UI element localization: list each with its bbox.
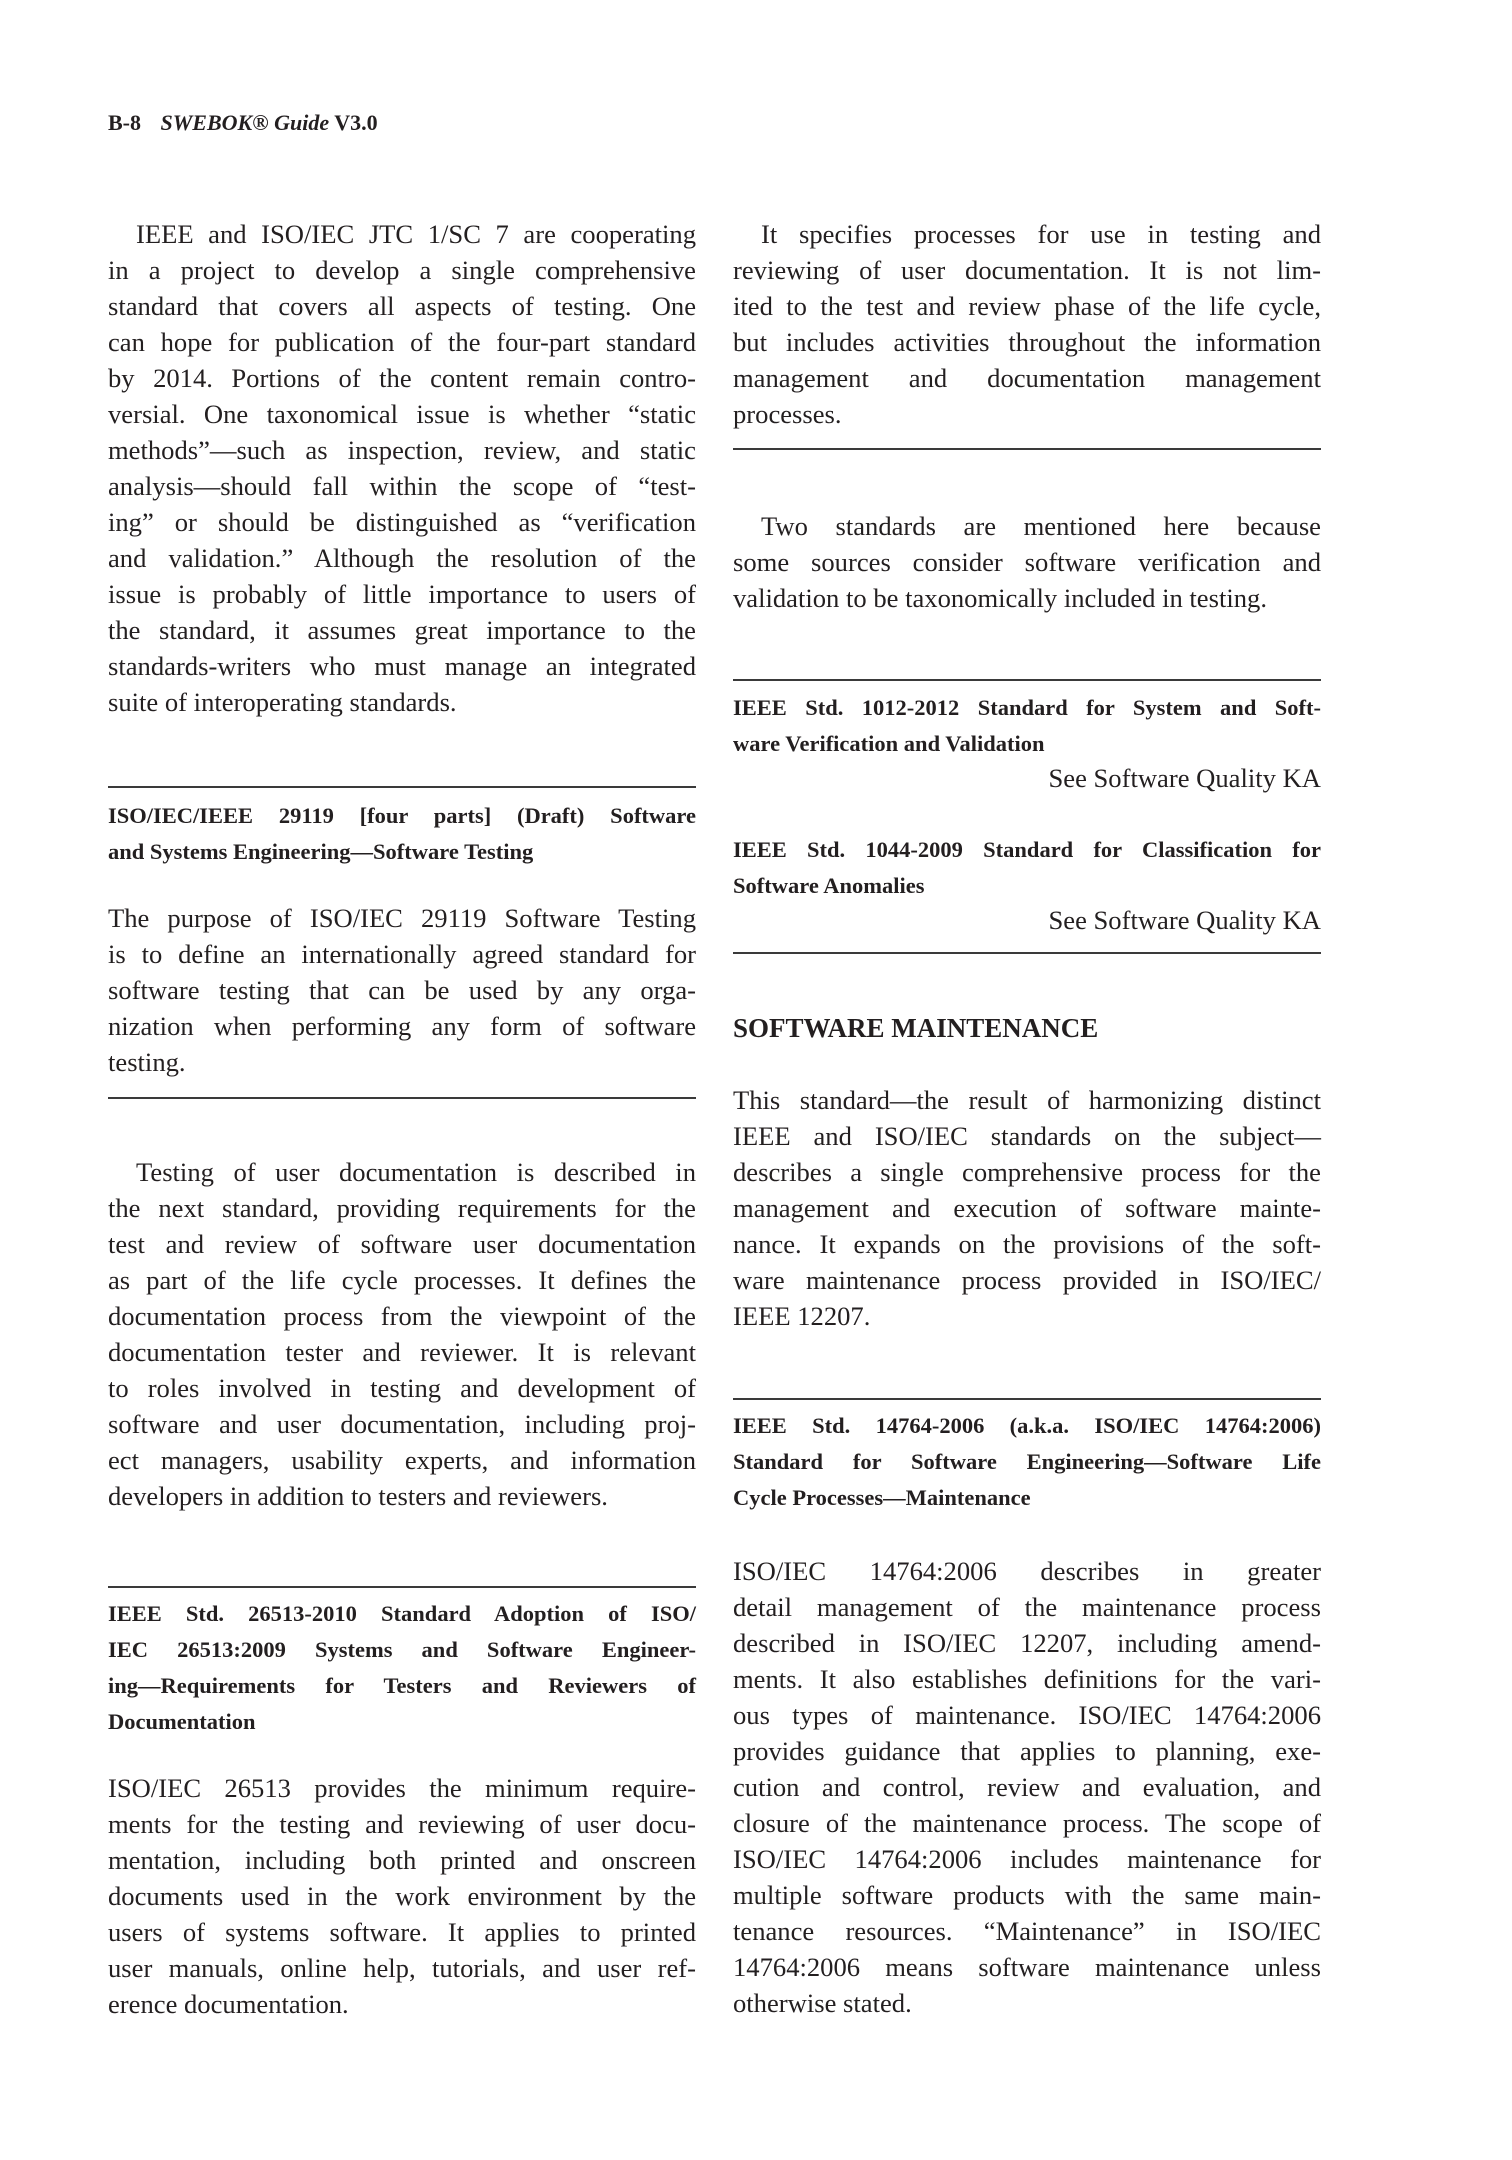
text-line: testing. xyxy=(108,1047,186,1077)
text-line: IEEE 12207. xyxy=(733,1301,871,1331)
text-line: can hope for publication of the four-part standard xyxy=(108,327,696,357)
text-line: test and review of software user documentation xyxy=(108,1229,696,1259)
text-line: nance. It expands on the provisions of the soft- xyxy=(733,1229,1321,1259)
divider-rule xyxy=(733,952,1321,954)
text-line: Testing of user documentation is described in xyxy=(136,1157,696,1187)
divider-rule xyxy=(733,679,1321,681)
text-line: ISO/IEC 14764:2006 includes maintenance for xyxy=(733,1844,1321,1874)
text-line: IEEE Std. 1044-2009 Standard for Classification for xyxy=(733,837,1321,862)
text-line: and Systems Engineering—Software Testing xyxy=(108,839,534,864)
text-line: tenance resources. “Maintenance” in ISO/IEC xyxy=(733,1916,1321,1946)
text-line: developers in addition to testers and reviewers. xyxy=(108,1481,608,1511)
text-line: detail management of the maintenance process xyxy=(733,1592,1321,1622)
text-line: closure of the maintenance process. The scope of xyxy=(733,1808,1321,1838)
text-line: This standard—the result of harmonizing distinct xyxy=(733,1085,1321,1115)
text-line: 14764:2006 means software maintenance unless xyxy=(733,1952,1321,1982)
text-line: ISO/IEC 26513 provides the minimum require- xyxy=(108,1773,696,1803)
text-line: reviewing of user documentation. It is not lim- xyxy=(733,255,1321,285)
text-line: but includes activities throughout the information xyxy=(733,327,1321,357)
text-line: software and user documentation, including proj- xyxy=(108,1409,696,1439)
text-line: described in ISO/IEC 12207, including amend- xyxy=(733,1628,1321,1658)
divider-rule xyxy=(733,448,1321,450)
text-line: suite of interoperating standards. xyxy=(108,687,457,717)
text-line: ments for the testing and reviewing of user docu- xyxy=(108,1809,696,1839)
text-line: It specifies processes for use in testing and xyxy=(761,219,1321,249)
text-line: ISO/IEC/IEEE 29119 [four parts] (Draft) Software xyxy=(108,803,696,828)
text-line: ing” or should be distinguished as “verification xyxy=(108,507,696,537)
divider-rule xyxy=(108,786,696,788)
text-line: management and documentation management xyxy=(733,363,1321,393)
text-line: is to define an internationally agreed standard for xyxy=(108,939,696,969)
text-line: describes a single comprehensive process for the xyxy=(733,1157,1321,1187)
text-line: documentation process from the viewpoint of the xyxy=(108,1301,696,1331)
text-line: ware maintenance process provided in ISO/IEC/ xyxy=(733,1265,1321,1295)
text-line: mentation, including both printed and onscreen xyxy=(108,1845,696,1875)
text-line: erence documentation. xyxy=(108,1989,349,2019)
text-line: ing—Requirements for Testers and Reviewers of xyxy=(108,1673,696,1698)
heading-ieee-1012 xyxy=(733,690,1321,762)
text-line: by 2014. Portions of the content remain contro- xyxy=(108,363,696,393)
text-line: some sources consider software verification and xyxy=(733,547,1321,577)
text-line: ISO/IEC 14764:2006 describes in greater xyxy=(733,1556,1321,1586)
text-line: otherwise stated. xyxy=(733,1988,912,2018)
divider-rule xyxy=(108,1586,696,1588)
text-line: ited to the test and review phase of the life cycle, xyxy=(733,291,1321,321)
paragraph-user-doc-testing xyxy=(108,1154,696,1514)
text-line: processes. xyxy=(733,399,842,429)
text-line: Standard for Software Engineering—Software Life xyxy=(733,1449,1321,1474)
text-line: ware Verification and Validation xyxy=(733,731,1045,756)
text-line: standards-writers who must manage an integrated xyxy=(108,651,696,681)
see-software-quality-ka-link[interactable]: See Software Quality KA xyxy=(1048,763,1321,793)
text-line: ments. It also establishes definitions for the vari- xyxy=(733,1664,1321,1694)
text-line: analysis—should fall within the scope of “test- xyxy=(108,471,696,501)
text-line: IEC 26513:2009 Systems and Software Engineer- xyxy=(108,1637,696,1662)
text-line: nization when performing any form of software xyxy=(108,1011,696,1041)
text-line: software testing that can be used by any orga- xyxy=(108,975,696,1005)
paragraph-26513-processes xyxy=(733,216,1321,432)
text-line: IEEE and ISO/IEC standards on the subject— xyxy=(733,1121,1321,1151)
text-line: Cycle Processes—Maintenance xyxy=(733,1485,1031,1510)
running-header xyxy=(108,110,378,136)
text-line: ous types of maintenance. ISO/IEC 14764:2006 xyxy=(733,1700,1321,1730)
text-line: provides guidance that applies to planning, exe- xyxy=(733,1736,1321,1766)
text-line: versial. One taxonomical issue is whether “static xyxy=(108,399,696,429)
section-title-software-maintenance: SOFTWARE MAINTENANCE xyxy=(733,1013,1099,1043)
paragraph-26513-description xyxy=(108,1770,696,2022)
paragraph-14764-description xyxy=(733,1553,1321,2021)
text-line: documentation tester and reviewer. It is relevant xyxy=(108,1337,696,1367)
text-line: user manuals, online help, tutorials, and user ref- xyxy=(108,1953,696,1983)
book-title-italic: SWEBOK® Guide xyxy=(160,110,330,135)
text-line: IEEE Std. 14764-2006 (a.k.a. ISO/IEC 14764:2006) xyxy=(733,1413,1321,1438)
text-line: IEEE Std. 1012-2012 Standard for System and Soft- xyxy=(733,695,1321,720)
text-line: the standard, it assumes great importance to the xyxy=(108,615,696,645)
text-line: validation to be taxonomically included in testing. xyxy=(733,583,1267,613)
paragraph-maintenance-standard xyxy=(733,1082,1321,1334)
text-line: Software Anomalies xyxy=(733,873,925,898)
text-line: The purpose of ISO/IEC 29119 Software Testing xyxy=(108,903,696,933)
text-line: multiple software products with the same main- xyxy=(733,1880,1321,1910)
paragraph-29119-purpose xyxy=(108,900,696,1080)
heading-ieee-1044 xyxy=(733,832,1321,904)
text-line: Documentation xyxy=(108,1709,256,1734)
text-line: IEEE and ISO/IEC JTC 1/SC 7 are cooperating xyxy=(136,219,696,249)
heading-iso-29119 xyxy=(108,798,696,870)
text-line: and validation.” Although the resolution of the xyxy=(108,543,696,573)
text-line: management and execution of software mainte- xyxy=(733,1193,1321,1223)
book-version: V3.0 xyxy=(334,110,378,135)
paragraph-two-standards xyxy=(733,508,1321,616)
text-line: to roles involved in testing and development of xyxy=(108,1373,696,1403)
text-line: issue is probably of little importance to users of xyxy=(108,579,696,609)
text-line: ect managers, usability experts, and information xyxy=(108,1445,696,1475)
divider-rule xyxy=(108,1097,696,1099)
heading-ieee-14764 xyxy=(733,1408,1321,1516)
book-title xyxy=(161,110,378,135)
text-line: as part of the life cycle processes. It defines the xyxy=(108,1265,696,1295)
see-software-quality-ka-link[interactable]: See Software Quality KA xyxy=(1048,905,1321,935)
text-line: standard that covers all aspects of testing. One xyxy=(108,291,696,321)
text-line: in a project to develop a single comprehensive xyxy=(108,255,696,285)
text-line: the next standard, providing requirements for the xyxy=(108,1193,696,1223)
text-line: Two standards are mentioned here because xyxy=(761,511,1321,541)
text-line: users of systems software. It applies to printed xyxy=(108,1917,696,1947)
intro-paragraph xyxy=(108,216,696,720)
text-line: IEEE Std. 26513-2010 Standard Adoption of ISO/ xyxy=(108,1601,696,1626)
heading-ieee-26513 xyxy=(108,1596,696,1740)
text-line: documents used in the work environment by the xyxy=(108,1881,696,1911)
text-line: methods”—such as inspection, review, and static xyxy=(108,435,696,465)
divider-rule xyxy=(733,1398,1321,1400)
text-line: cution and control, review and evaluation, and xyxy=(733,1772,1321,1802)
page-number: B-8 xyxy=(108,110,141,135)
